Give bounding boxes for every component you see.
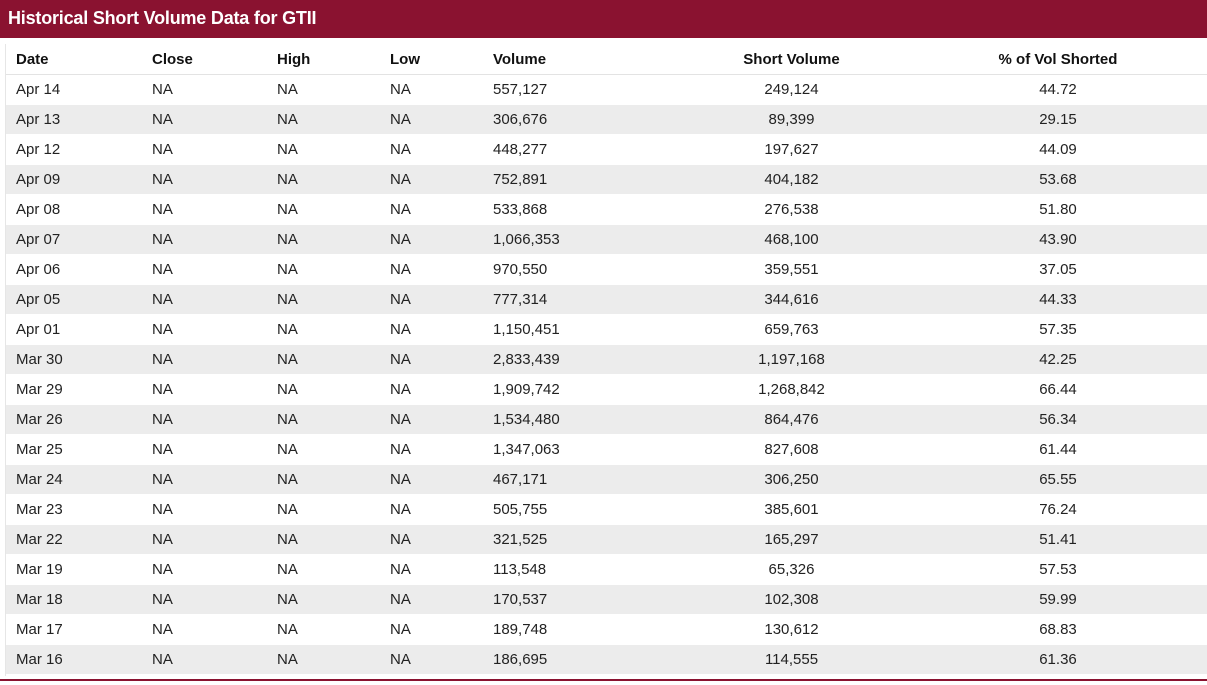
cell-pct-shorted: 59.99 [908,585,1207,615]
cell-pct-shorted: 44.33 [908,285,1207,315]
cell-close: NA [152,315,277,345]
cell-pct-shorted: 56.34 [908,405,1207,435]
cell-high: NA [277,165,390,195]
cell-volume: 1,066,353 [493,225,675,255]
cell-pct-shorted: 44.72 [908,75,1207,105]
cell-short-volume: 1,197,168 [675,345,908,375]
cell-volume: 467,171 [493,465,675,495]
cell-volume: 189,748 [493,615,675,645]
cell-high: NA [277,435,390,465]
cell-close: NA [152,105,277,135]
cell-close: NA [152,615,277,645]
cell-date: Mar 22 [6,525,152,555]
cell-volume: 1,150,451 [493,315,675,345]
table-row [6,135,1207,165]
cell-date: Apr 01 [6,315,152,345]
cell-close: NA [152,135,277,165]
cell-close: NA [152,495,277,525]
cell-high: NA [277,405,390,435]
table-container [5,44,1207,676]
column-header-close[interactable]: Close [152,44,277,75]
cell-date: Apr 14 [6,75,152,105]
table-row [6,645,1207,675]
cell-close: NA [152,405,277,435]
cell-high: NA [277,645,390,675]
cell-pct-shorted: 53.68 [908,165,1207,195]
cell-short-volume: 659,763 [675,315,908,345]
cell-low: NA [390,225,493,255]
cell-volume: 777,314 [493,285,675,315]
table-row [6,585,1207,615]
cell-low: NA [390,375,493,405]
cell-date: Apr 09 [6,165,152,195]
cell-volume: 2,833,439 [493,345,675,375]
cell-close: NA [152,255,277,285]
cell-high: NA [277,225,390,255]
cell-pct-shorted: 29.15 [908,105,1207,135]
cell-high: NA [277,135,390,165]
cell-volume: 970,550 [493,255,675,285]
cell-low: NA [390,345,493,375]
column-header-short-volume[interactable]: Short Volume [675,44,908,75]
cell-date: Mar 19 [6,555,152,585]
cell-low: NA [390,465,493,495]
cell-date: Apr 07 [6,225,152,255]
cell-high: NA [277,585,390,615]
cell-short-volume: 102,308 [675,585,908,615]
cell-short-volume: 344,616 [675,285,908,315]
column-header-date[interactable]: Date [6,44,152,75]
cell-volume: 752,891 [493,165,675,195]
cell-pct-shorted: 61.44 [908,435,1207,465]
cell-high: NA [277,375,390,405]
cell-short-volume: 197,627 [675,135,908,165]
table-row [6,375,1207,405]
cell-volume: 505,755 [493,495,675,525]
cell-date: Apr 06 [6,255,152,285]
cell-close: NA [152,525,277,555]
cell-short-volume: 114,555 [675,645,908,675]
table-row [6,195,1207,225]
table-row [6,495,1207,525]
cell-short-volume: 130,612 [675,615,908,645]
column-header-volume[interactable]: Volume [493,44,675,75]
table-row [6,225,1207,255]
cell-volume: 306,676 [493,105,675,135]
cell-pct-shorted: 66.44 [908,375,1207,405]
cell-close: NA [152,375,277,405]
table-row [6,165,1207,195]
cell-low: NA [390,195,493,225]
cell-volume: 1,534,480 [493,405,675,435]
table-row [6,105,1207,135]
table-header-row [6,44,1207,75]
cell-short-volume: 1,268,842 [675,375,908,405]
table-body [6,75,1207,675]
cell-volume: 448,277 [493,135,675,165]
cell-close: NA [152,225,277,255]
cell-high: NA [277,315,390,345]
cell-date: Mar 30 [6,345,152,375]
cell-high: NA [277,495,390,525]
cell-low: NA [390,315,493,345]
cell-date: Mar 24 [6,465,152,495]
table-row [6,345,1207,375]
cell-short-volume: 827,608 [675,435,908,465]
table-row [6,255,1207,285]
cell-pct-shorted: 76.24 [908,495,1207,525]
cell-high: NA [277,345,390,375]
cell-short-volume: 276,538 [675,195,908,225]
cell-high: NA [277,615,390,645]
cell-high: NA [277,255,390,285]
cell-short-volume: 359,551 [675,255,908,285]
table-row [6,615,1207,645]
cell-low: NA [390,435,493,465]
table-row [6,525,1207,555]
cell-pct-shorted: 57.35 [908,315,1207,345]
cell-pct-shorted: 51.80 [908,195,1207,225]
cell-low: NA [390,255,493,285]
cell-pct-shorted: 57.53 [908,555,1207,585]
cell-close: NA [152,345,277,375]
cell-low: NA [390,165,493,195]
cell-close: NA [152,195,277,225]
cell-high: NA [277,465,390,495]
cell-volume: 113,548 [493,555,675,585]
cell-short-volume: 404,182 [675,165,908,195]
cell-short-volume: 306,250 [675,465,908,495]
cell-date: Mar 16 [6,645,152,675]
cell-volume: 557,127 [493,75,675,105]
cell-short-volume: 249,124 [675,75,908,105]
cell-short-volume: 864,476 [675,405,908,435]
panel-title: Historical Short Volume Data for GTII [8,8,317,28]
cell-pct-shorted: 51.41 [908,525,1207,555]
cell-close: NA [152,645,277,675]
cell-high: NA [277,195,390,225]
cell-date: Apr 12 [6,135,152,165]
cell-close: NA [152,285,277,315]
table-row [6,285,1207,315]
cell-pct-shorted: 68.83 [908,615,1207,645]
table-row [6,465,1207,495]
cell-high: NA [277,525,390,555]
cell-volume: 321,525 [493,525,675,555]
bottom-border [0,679,1207,681]
cell-date: Mar 18 [6,585,152,615]
cell-short-volume: 468,100 [675,225,908,255]
cell-short-volume: 165,297 [675,525,908,555]
cell-high: NA [277,75,390,105]
table-row [6,435,1207,465]
cell-pct-shorted: 44.09 [908,135,1207,165]
cell-date: Mar 26 [6,405,152,435]
column-header-low[interactable]: Low [390,44,493,75]
cell-low: NA [390,615,493,645]
table-row [6,315,1207,345]
cell-high: NA [277,555,390,585]
cell-high: NA [277,285,390,315]
cell-date: Mar 23 [6,495,152,525]
cell-short-volume: 89,399 [675,105,908,135]
cell-pct-shorted: 42.25 [908,345,1207,375]
table-row [6,75,1207,105]
cell-pct-shorted: 61.36 [908,645,1207,675]
cell-volume: 170,537 [493,585,675,615]
cell-date: Apr 08 [6,195,152,225]
cell-low: NA [390,75,493,105]
cell-low: NA [390,495,493,525]
cell-volume: 533,868 [493,195,675,225]
cell-date: Mar 25 [6,435,152,465]
cell-low: NA [390,285,493,315]
title-bar [0,0,1207,38]
table-row [6,555,1207,585]
cell-pct-shorted: 37.05 [908,255,1207,285]
cell-close: NA [152,585,277,615]
cell-close: NA [152,165,277,195]
cell-short-volume: 385,601 [675,495,908,525]
cell-close: NA [152,435,277,465]
cell-close: NA [152,75,277,105]
cell-volume: 186,695 [493,645,675,675]
cell-pct-shorted: 43.90 [908,225,1207,255]
cell-volume: 1,909,742 [493,375,675,405]
column-header-high[interactable]: High [277,44,390,75]
cell-low: NA [390,105,493,135]
cell-low: NA [390,405,493,435]
short-volume-table [6,44,1207,675]
cell-date: Apr 13 [6,105,152,135]
cell-low: NA [390,585,493,615]
cell-low: NA [390,645,493,675]
cell-pct-shorted: 65.55 [908,465,1207,495]
cell-close: NA [152,465,277,495]
cell-volume: 1,347,063 [493,435,675,465]
column-header-pct-shorted[interactable]: % of Vol Shorted [908,44,1207,75]
cell-short-volume: 65,326 [675,555,908,585]
cell-low: NA [390,135,493,165]
cell-date: Mar 17 [6,615,152,645]
cell-high: NA [277,105,390,135]
cell-date: Mar 29 [6,375,152,405]
table-row [6,405,1207,435]
cell-date: Apr 05 [6,285,152,315]
cell-low: NA [390,555,493,585]
cell-close: NA [152,555,277,585]
cell-low: NA [390,525,493,555]
